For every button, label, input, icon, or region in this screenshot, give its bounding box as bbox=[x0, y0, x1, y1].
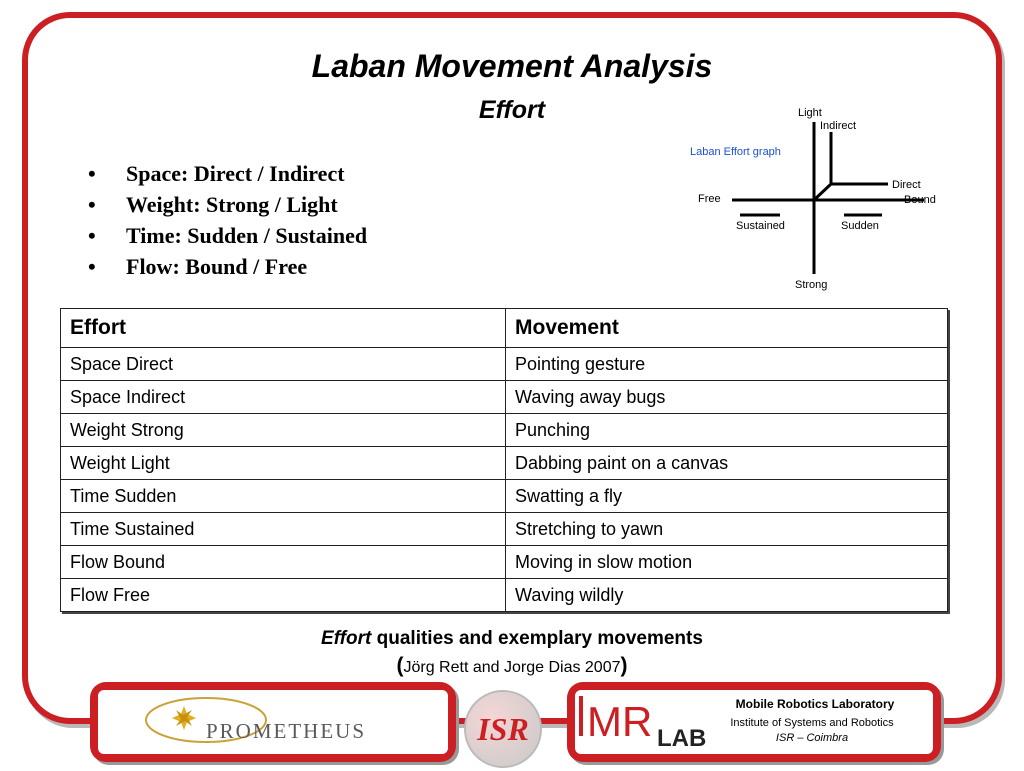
effort-cell: Time Sudden bbox=[61, 480, 506, 513]
graph-label-indirect: Indirect bbox=[820, 120, 857, 132]
footer-prometheus-inner bbox=[98, 690, 448, 754]
bullet-item bbox=[88, 158, 367, 189]
bullet-item bbox=[88, 251, 367, 282]
slide-title: Laban Movement Analysis bbox=[311, 48, 713, 84]
graph-diagonal bbox=[814, 184, 831, 200]
caption-text: qualities and exemplary movements bbox=[371, 628, 703, 649]
table-row bbox=[61, 480, 948, 513]
graph-label-free: Free bbox=[698, 193, 721, 205]
effort-cell: Space Indirect bbox=[61, 381, 506, 414]
effort-cell: Space Direct bbox=[61, 348, 506, 381]
citation-text: Jörg Rett and Jorge Dias 2007 bbox=[403, 659, 621, 676]
movement-cell: Waving wildly bbox=[506, 579, 948, 612]
graph-label-light: Light bbox=[798, 107, 822, 119]
bullet-text: Space: Direct / Indirect bbox=[126, 161, 345, 186]
bullet-dot: • bbox=[88, 223, 96, 248]
graph-label-strong: Strong bbox=[795, 279, 828, 291]
bullet-item bbox=[88, 220, 367, 251]
laban-effort-graph bbox=[684, 102, 954, 294]
table-row bbox=[61, 513, 948, 546]
lab-letters: LAB bbox=[657, 725, 707, 752]
bullet-dot: • bbox=[88, 161, 96, 186]
sun-icon bbox=[172, 706, 196, 730]
movement-cell: Pointing gesture bbox=[506, 348, 948, 381]
movement-cell: Waving away bugs bbox=[506, 381, 948, 414]
graph-label-sudden: Sudden bbox=[841, 220, 879, 232]
institute-location: ISR – Coimbra bbox=[775, 732, 849, 744]
table-row bbox=[61, 348, 948, 381]
graph-label-direct: Direct bbox=[892, 179, 921, 191]
table-row bbox=[61, 447, 948, 480]
bullet-text: Weight: Strong / Light bbox=[126, 192, 338, 217]
table-header-row bbox=[61, 309, 948, 348]
isr-emblem-mark bbox=[466, 692, 540, 766]
citation-open-paren: ( bbox=[396, 654, 404, 677]
institute-name: Institute of Systems and Robotics bbox=[730, 717, 894, 729]
graph-label-bound: Bound bbox=[904, 194, 936, 206]
table-row bbox=[61, 579, 948, 612]
effort-cell: Weight Light bbox=[61, 447, 506, 480]
bullet-item bbox=[88, 189, 367, 220]
footer-prometheus-box bbox=[90, 682, 456, 762]
effort-cell: Flow Bound bbox=[61, 546, 506, 579]
mr-letters: MR bbox=[587, 698, 653, 745]
table-row bbox=[61, 381, 948, 414]
movement-cell: Moving in slow motion bbox=[506, 546, 948, 579]
bullet-text: Flow: Bound / Free bbox=[126, 254, 308, 279]
graph-title: Laban Effort graph bbox=[690, 146, 781, 158]
graph-label-sustained: Sustained bbox=[736, 220, 785, 232]
effort-cell: Weight Strong bbox=[61, 414, 506, 447]
movement-cell: Punching bbox=[506, 414, 948, 447]
bullet-list bbox=[88, 158, 367, 282]
movement-cell: Stretching to yawn bbox=[506, 513, 948, 546]
table-row bbox=[61, 414, 948, 447]
slide-subtitle: Effort bbox=[478, 96, 546, 124]
isr-letters: ISR bbox=[477, 711, 529, 747]
movement-cell: Dabbing paint on a canvas bbox=[506, 447, 948, 480]
prometheus-logo bbox=[98, 690, 448, 754]
effort-cell: Time Sustained bbox=[61, 513, 506, 546]
effort-cell: Flow Free bbox=[61, 579, 506, 612]
table-caption bbox=[0, 628, 1024, 650]
isr-emblem bbox=[464, 690, 542, 768]
bullet-text: Time: Sudden / Sustained bbox=[126, 223, 368, 248]
citation bbox=[0, 654, 1024, 678]
citation-close-paren: ) bbox=[620, 654, 628, 677]
caption-effort-word: Effort bbox=[321, 628, 372, 649]
bullet-dot: • bbox=[88, 254, 96, 279]
prometheus-wordmark: PROMETHEUS bbox=[206, 719, 367, 743]
movement-cell: Swatting a fly bbox=[506, 480, 948, 513]
lab-name: Mobile Robotics Laboratory bbox=[735, 697, 895, 711]
effort-table bbox=[60, 308, 948, 612]
header-movement: Movement bbox=[506, 309, 948, 348]
header-effort: Effort bbox=[61, 309, 506, 348]
bullet-dot: • bbox=[88, 192, 96, 217]
table-row bbox=[61, 546, 948, 579]
mrlab-logo bbox=[575, 690, 715, 754]
